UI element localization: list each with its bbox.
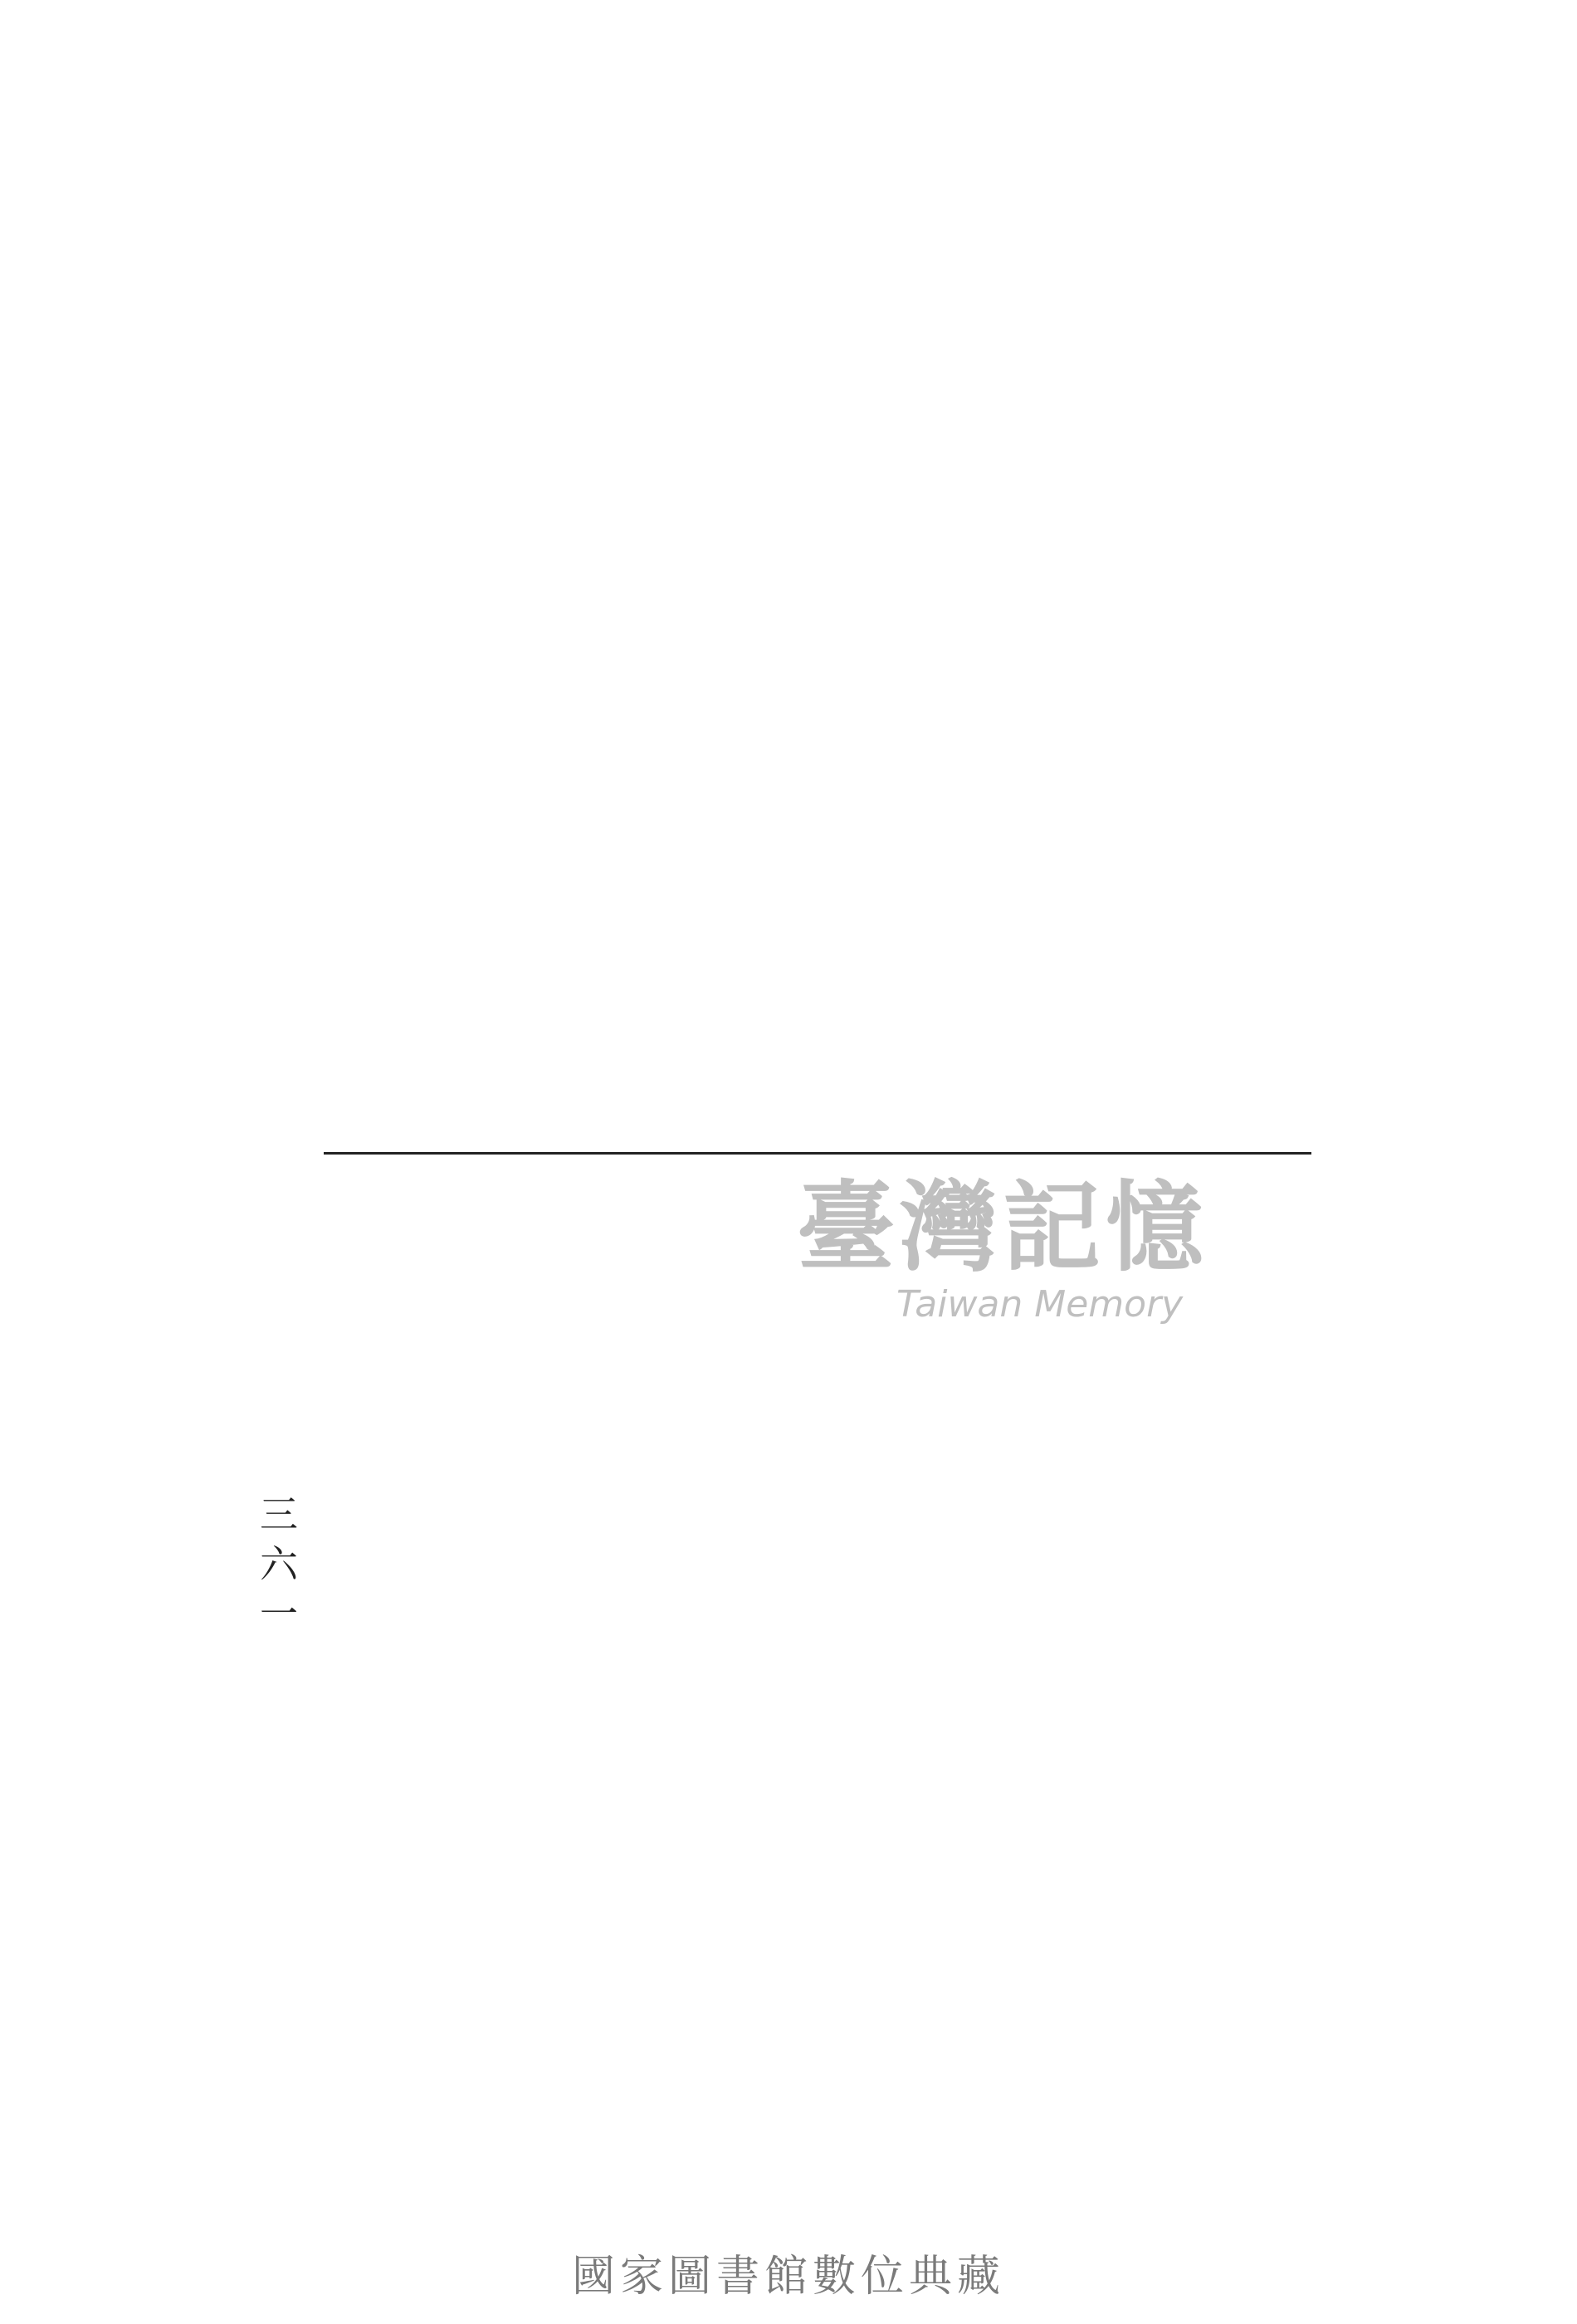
- translation-column: [470, 1174, 582, 1938]
- text-column: [472, 357, 588, 1087]
- translation-column: [835, 1174, 947, 1938]
- text-column: [1212, 357, 1328, 1087]
- translation-column: [349, 1174, 461, 1938]
- text-column: [719, 357, 835, 1087]
- translation-column: [1199, 1174, 1311, 1938]
- text-column: [1088, 357, 1204, 1087]
- translation-column: [1078, 1174, 1190, 1938]
- translation-column: [956, 1174, 1068, 1938]
- translation-column: [713, 1174, 825, 1938]
- footer-label: 國家圖書館數位典藏: [571, 2252, 1005, 2302]
- watermark-title: 臺灣記憶: [797, 1169, 1209, 1285]
- text-column: [842, 357, 958, 1087]
- text-column: [349, 357, 465, 1087]
- watermark-subtitle: Taiwan Memory: [896, 1283, 1184, 1326]
- page-number: 三六一: [254, 1494, 299, 1643]
- translation-text-block: [349, 1169, 1311, 1938]
- text-column: [595, 357, 711, 1087]
- translation-column: [592, 1174, 704, 1938]
- section-divider: [324, 1152, 1311, 1155]
- dialect-text-block: [349, 357, 1328, 1087]
- text-column: [965, 357, 1081, 1087]
